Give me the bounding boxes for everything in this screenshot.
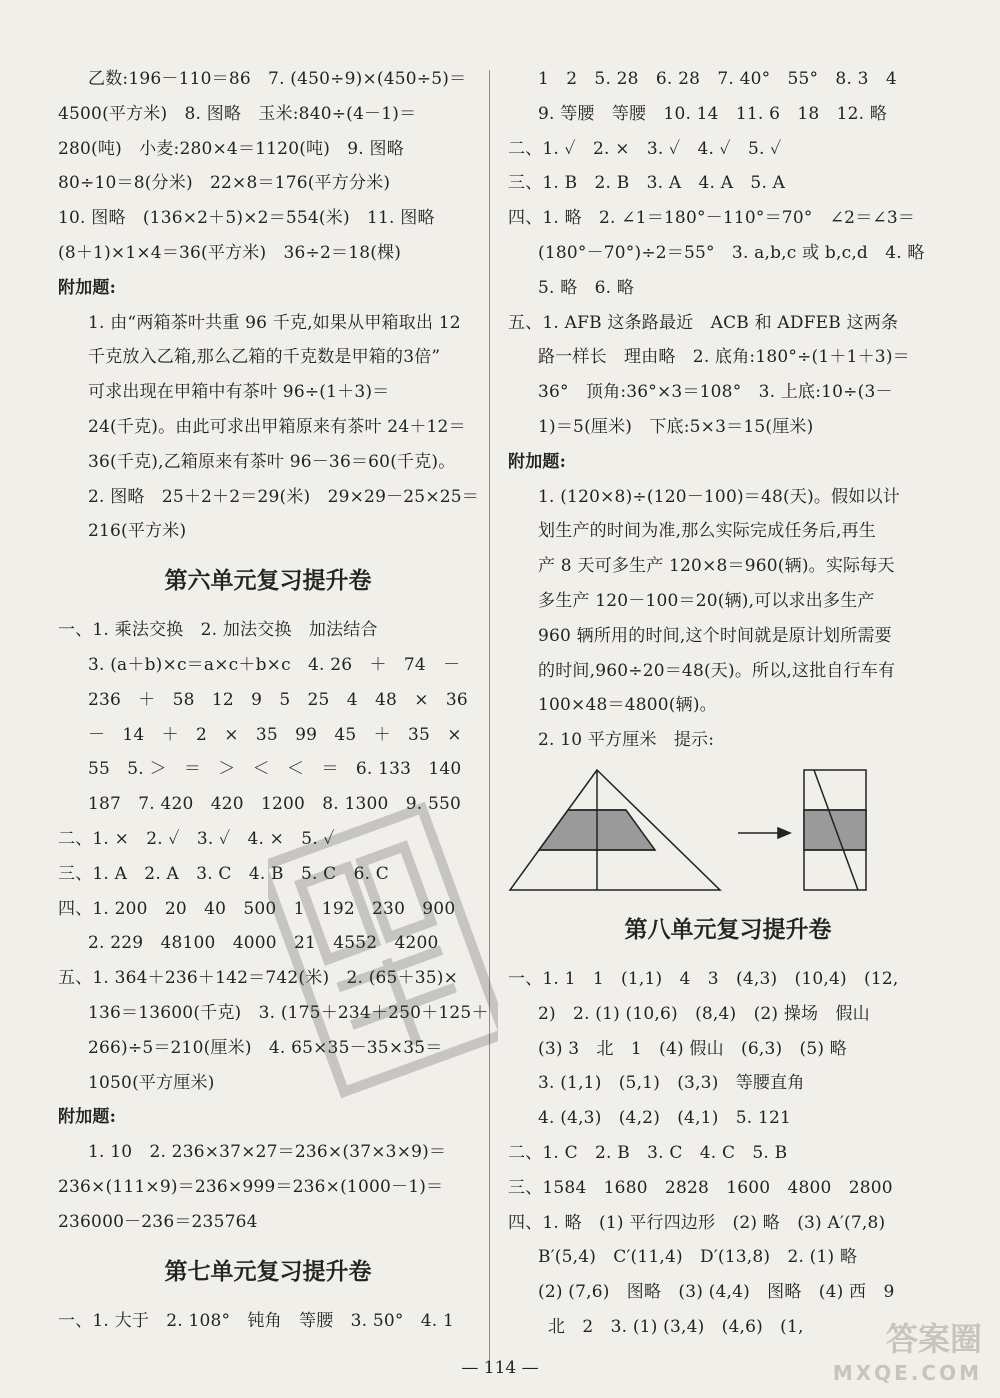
text-line: 36° 顶角:36°×3＝108° 3. 上底:10÷(3－: [538, 382, 893, 403]
text-line: 187 7. 420 420 1200 8. 1300 9. 550: [88, 794, 461, 815]
text-line: 路一样长 理由略 2. 底角:180°÷(1＋1＋3)＝: [538, 347, 910, 368]
text-line: 24(千克)。由此可求出甲箱原来有茶叶 24＋12＝: [88, 416, 466, 437]
text-line: 236×(111×9)＝236×999＝236×(1000－1)＝: [58, 1176, 444, 1197]
text-line: (180°－70°)÷2＝55° 3. a,b,c 或 b,c,d 4. 略: [538, 242, 925, 263]
text-line: 80÷10＝8(分米) 22×8＝176(平方分米): [58, 173, 391, 194]
text-line: 1 2 5. 28 6. 28 7. 40° 55° 8. 3 4: [538, 69, 897, 89]
text-line: 乙数:196－110＝86 7. (450÷9)×(450÷5)＝: [88, 69, 467, 89]
text-line: 5. 略 6. 略: [538, 277, 635, 298]
triangle-rectangle-diagram: [508, 758, 948, 898]
column-divider: [489, 70, 490, 1360]
text-line: 五、1. 364＋236＋142＝742(米) 2. (65＋35)×: [58, 968, 459, 989]
text-line: 2. 229 48100 4000 21 4552 4200: [88, 933, 439, 954]
text-line: 10. 图略 (136×2＋5)×2＝554(米) 11. 图略: [58, 208, 435, 229]
text-line: 2) 2. (1) (10,6) (8,4) (2) 操场 假山: [538, 1003, 870, 1024]
text-line: 1050(平方厘米): [88, 1072, 215, 1093]
text-line: 四、1. 略 2. ∠1＝180°－110°＝70° ∠2＝∠3＝: [508, 208, 916, 229]
text-line: 四、1. 200 20 40 500 1 192 230 900: [58, 898, 456, 919]
text-line: 五、1. AFB 这条路最近 ACB 和 ADFEB 这两条: [508, 312, 899, 333]
rectangle-shaded-band: [804, 810, 866, 850]
text-line: 1)＝5(厘米) 下底:5×3＝15(厘米): [538, 416, 814, 437]
text-line: 9. 等腰 等腰 10. 14 11. 6 18 12. 略: [538, 103, 888, 124]
text-line: 2. 10 平方厘米 提示:: [538, 730, 715, 751]
text-line: 一、1. 1 1 (1,1) 4 3 (4,3) (10,4) (12,: [508, 968, 899, 989]
text-line: 二、1. × 2. ✓ 3. ✓ 4. × 5. ✓: [58, 828, 335, 849]
text-line: 三、1. A 2. A 3. C 4. B 5. C 6. C: [58, 863, 390, 884]
text-line: 二、1. C 2. B 3. C 4. C 5. B: [508, 1142, 788, 1163]
text-line: 960 辆所用的时间,这个时间就是原计划所需要: [538, 625, 892, 646]
text-line: 1. (120×8)÷(120－100)＝48(天)。假如以计: [538, 486, 900, 507]
hint-figure: [508, 758, 948, 898]
text-line: 1. 由“两箱茶叶共重 96 千克,如果从甲箱取出 12: [88, 312, 461, 333]
text-line: 100×48＝4800(辆)。: [538, 695, 717, 716]
unit-6-title: 第六单元复习提升卷: [164, 568, 372, 595]
text-line: 可求出现在甲箱中有茶叶 96÷(1＋3)＝: [88, 382, 390, 403]
left-column: [58, 62, 489, 1338]
unit-7-title: 第七单元复习提升卷: [164, 1258, 372, 1285]
text-line: 3. (1,1) (5,1) (3,3) 等腰直角: [538, 1073, 805, 1094]
text-line: 1. 10 2. 236×37×27＝236×(37×3×9)＝: [88, 1142, 447, 1163]
text-line: 的时间,960÷20＝48(天)。所以,这批自行车有: [538, 660, 896, 681]
arrow-icon: [778, 828, 790, 838]
text-line: 多生产 120－100＝20(辆),可以求出多生产: [538, 590, 875, 611]
page-number: — 114 —: [461, 1358, 539, 1378]
text-line: 北 2 3. (1) (3,4) (4,6) (1,: [548, 1316, 804, 1337]
right-column: [508, 62, 948, 1345]
text-line: 4500(平方米) 8. 图略 玉米:840÷(4－1)＝: [58, 103, 417, 124]
text-line: 三、1584 1680 2828 1600 4800 2800: [508, 1177, 893, 1198]
text-line: 55 5. ＞ ＝ ＞ ＜ ＜ ＝ 6. 133 140: [88, 759, 462, 780]
watermark-logo: 答案圈 MXQE.COM: [832, 1320, 982, 1385]
text-line: (2) (7,6) 图略 (3) (4,4) 图略 (4) 西 9: [538, 1282, 895, 1303]
section-label: 附加题:: [58, 277, 117, 298]
text-line: 一、1. 大于 2. 108° 钝角 等腰 3. 50° 4. 1: [58, 1310, 454, 1331]
text-line: (8＋1)×1×4＝36(平方米) 36÷2＝18(棵): [58, 242, 402, 263]
text-line: 划生产的时间为准,那么实际完成任务后,再生: [538, 521, 877, 542]
section-label: 附加题:: [58, 1107, 117, 1128]
text-line: B′(5,4) C′(11,4) D′(13,8) 2. (1) 略: [538, 1247, 858, 1268]
text-line: 4. (4,3) (4,2) (4,1) 5. 121: [538, 1108, 791, 1129]
text-line: 216(平方米): [88, 521, 187, 542]
text-line: 136＝13600(千克) 3. (175＋234＋250＋125＋: [88, 1002, 489, 1023]
text-line: 266)÷5＝210(厘米) 4. 65×35－35×35＝: [88, 1037, 443, 1058]
text-line: 2. 图略 25＋2＋2＝29(米) 29×29－25×25＝: [88, 486, 479, 507]
unit-8-title: 第八单元复习提升卷: [624, 916, 832, 943]
text-line: 千克放入乙箱,那么乙箱的千克数是甲箱的3倍”: [88, 347, 441, 368]
text-line: 236000－236＝235764: [58, 1211, 258, 1232]
text-line: 3. (a＋b)×c＝a×c＋b×c 4. 26 ＋ 74 －: [88, 654, 461, 675]
text-line: 236 ＋ 58 12 9 5 25 4 48 × 36: [88, 689, 468, 710]
text-line: 三、1. B 2. B 3. A 4. A 5. A: [508, 173, 786, 194]
text-line: － 14 ＋ 2 × 35 99 45 ＋ 35 ×: [88, 724, 462, 745]
text-line: 二、1. ✓ 2. × 3. ✓ 4. ✓ 5. ✓: [508, 138, 782, 159]
text-line: 四、1. 略 (1) 平行四边形 (2) 略 (3) A′(7,8): [508, 1212, 886, 1233]
text-line: 一、1. 乘法交换 2. 加法交换 加法结合: [58, 620, 378, 641]
text-line: (3) 3 北 1 (4) 假山 (6,3) (5) 略: [538, 1038, 847, 1059]
text-line: 36(千克),乙箱原来有茶叶 96－36＝60(千克)。: [88, 451, 456, 472]
text-line: 产 8 天可多生产 120×8＝960(辆)。实际每天: [538, 556, 895, 577]
text-line: 280(吨) 小麦:280×4＝1120(吨) 9. 图略: [58, 138, 404, 159]
section-label: 附加题:: [508, 451, 567, 472]
